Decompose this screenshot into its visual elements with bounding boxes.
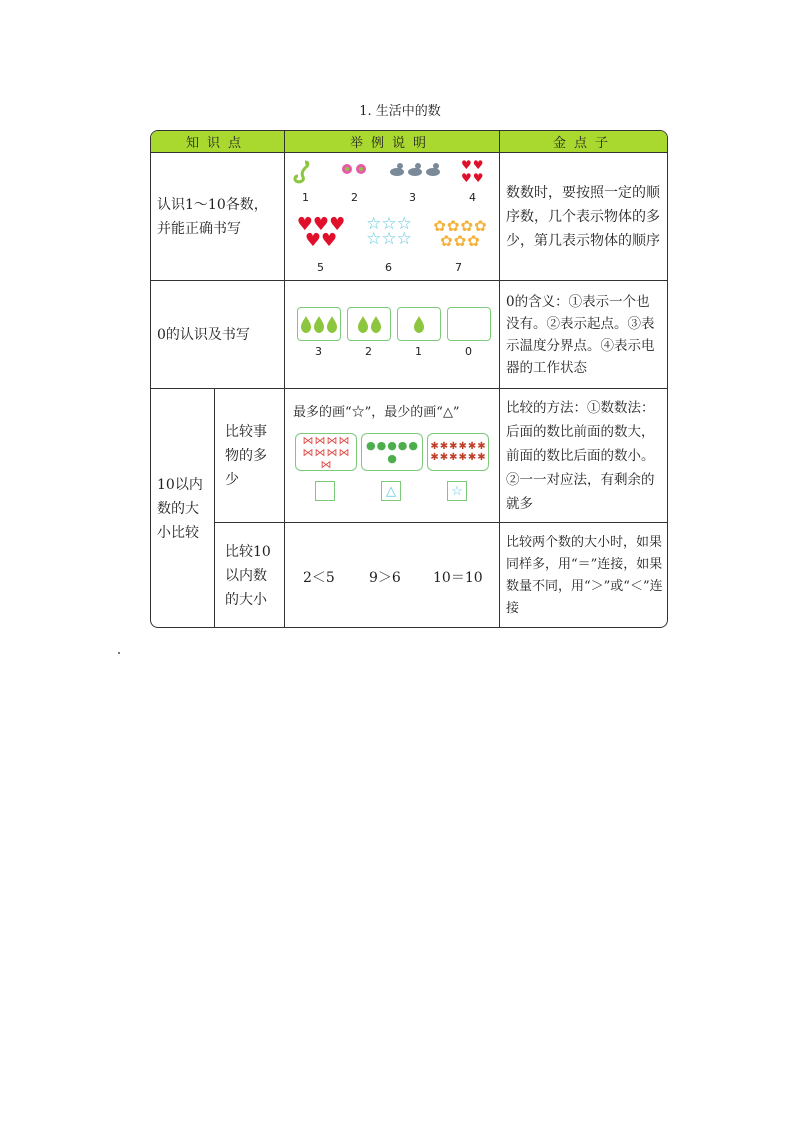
compare-example: 10＝10	[433, 570, 483, 586]
pear-icon	[313, 314, 325, 334]
butterfly-box	[295, 433, 357, 471]
heart-icon: ♥	[472, 171, 484, 185]
star-icon: ☆	[366, 214, 382, 234]
orange-flower-icon: ✿	[467, 232, 480, 250]
heart-group-4	[461, 159, 487, 184]
count-label: 6	[385, 261, 392, 274]
page-title: 1. 生活中的数	[359, 104, 441, 119]
row2-example	[285, 281, 500, 389]
heart-icon: ♥	[304, 230, 321, 251]
count-label: 5	[317, 261, 324, 274]
heart-icon: ♥	[296, 214, 313, 235]
row3b-tip: 比较两个数的大小时，如果同样多，用“＝”连接，如果数量不同，用“＞”或“＜”连接	[506, 535, 663, 616]
count-label: 7	[455, 261, 462, 274]
star-icon: ☆	[396, 214, 412, 234]
row1-topic: 认识1～10各数，并能正确书写	[151, 153, 285, 281]
orange-flower-icon: ✿	[453, 232, 467, 250]
duck-icon	[407, 161, 423, 177]
crab-icon: ✱	[439, 451, 449, 463]
stray-dot	[118, 652, 120, 654]
orange-flower-icon: ✿	[460, 217, 474, 235]
row1-tip: 数数时，要按照一定的顺序数，几个表示物体的多少，第几表示物体的顺序	[500, 153, 668, 281]
heart-icon: ♥	[461, 158, 472, 172]
orange-flower-icon: ✿	[474, 217, 487, 235]
crab-icon: ✱	[477, 451, 486, 463]
heart-icon: ♥	[461, 171, 472, 185]
heart-icon: ♥	[312, 214, 330, 235]
car-icon: ●	[408, 438, 419, 452]
butterfly-icon: ⋈	[326, 433, 338, 447]
car-icon: ●	[365, 438, 376, 452]
pear-icon	[326, 314, 338, 334]
crab-icon: ✱	[449, 440, 458, 452]
crab-icon: ✱	[458, 440, 467, 452]
crab-box	[427, 433, 489, 471]
butterfly-icon: ⋈	[320, 457, 332, 471]
pear-icon	[370, 314, 382, 334]
orange-flower-group-7	[429, 219, 491, 248]
butterfly-icon: ⋈	[326, 445, 338, 459]
compare-example: 9＞6	[369, 570, 401, 586]
row3a-topic: 比较事物的多少	[215, 389, 285, 523]
knowledge-table	[150, 130, 668, 628]
swan-icon	[293, 159, 311, 185]
crab-icon: ✱	[477, 440, 486, 452]
header-example: 举例说明	[285, 131, 500, 153]
answer-box-triangle: △	[381, 481, 401, 501]
star-icon: ☆	[366, 229, 382, 249]
heart-icon: ♥	[329, 214, 346, 235]
car-icon: ●	[376, 438, 387, 452]
row3a-tip: 比较的方法：①数数法：后面的数比前面的数大，前面的数比后面的数小。②一一对应法，有剩余的就多	[500, 389, 668, 523]
heart-group-5	[293, 214, 349, 251]
duck-group	[389, 161, 441, 177]
orange-flower-icon: ✿	[446, 217, 460, 235]
duck-icon	[389, 161, 405, 177]
orange-flower-icon: ✿	[440, 232, 453, 250]
count-label: 1	[302, 191, 309, 204]
answer-box-star: ☆	[447, 481, 467, 501]
butterfly-icon: ⋈	[302, 433, 314, 447]
crab-icon: ✱	[467, 440, 477, 452]
star-icon: ☆	[381, 229, 397, 249]
compare-instruction: 最多的画“☆”，最少的画“△”	[293, 405, 460, 420]
count-label: 3	[409, 191, 416, 204]
count-label: 4	[469, 191, 476, 204]
pear-box-2	[347, 307, 391, 341]
butterfly-icon: ⋈	[338, 445, 350, 459]
butterfly-icon: ⋈	[314, 433, 326, 447]
heart-icon: ♥	[321, 230, 338, 251]
row2-tip: 0的含义：①表示一个也没有。②表示起点。③表示温度分界点。④表示电器的工作状态	[500, 281, 668, 389]
heart-icon: ♥	[472, 158, 484, 172]
pear-icon	[357, 314, 369, 334]
crab-icon: ✱	[430, 440, 439, 452]
car-icon: ●	[387, 438, 397, 452]
compare-example: 2＜5	[303, 570, 335, 586]
flower-group	[341, 163, 367, 175]
answer-box-empty	[315, 481, 335, 501]
header-topic: 知识点	[151, 131, 285, 153]
butterfly-icon: ⋈	[302, 445, 314, 459]
crab-icon: ✱	[430, 451, 439, 463]
count-label: 3	[315, 345, 322, 358]
car-box	[361, 433, 423, 471]
orange-flower-icon: ✿	[433, 217, 446, 235]
pear-box-1	[397, 307, 441, 341]
row1-example	[285, 153, 500, 281]
crab-icon: ✱	[449, 451, 458, 463]
row2-topic: 0的认识及书写	[151, 281, 285, 389]
count-label: 2	[365, 345, 372, 358]
pear-box-3	[297, 307, 341, 341]
count-label: 0	[465, 345, 472, 358]
star-group-6	[361, 214, 417, 249]
butterfly-icon: ⋈	[338, 433, 350, 447]
row3b-topic: 比较10以内数的大小	[215, 523, 285, 628]
row3-topic: 10以内数的大小比较	[151, 389, 215, 628]
row3b-example	[285, 523, 500, 628]
pear-icon	[300, 314, 312, 334]
flower-icon	[355, 163, 367, 175]
count-label: 1	[415, 345, 422, 358]
duck-icon	[425, 161, 441, 177]
star-icon: ☆	[381, 214, 397, 234]
crab-icon: ✱	[467, 451, 477, 463]
pear-icon	[413, 314, 425, 334]
car-icon: ●	[397, 438, 408, 452]
pear-box-0	[447, 307, 491, 341]
butterfly-icon: ⋈	[314, 445, 326, 459]
star-icon: ☆	[396, 229, 412, 249]
swan-group	[293, 159, 311, 185]
count-label: 2	[351, 191, 358, 204]
car-icon: ●	[387, 451, 397, 465]
header-tip: 金点子	[500, 131, 668, 153]
row3a-example	[285, 389, 500, 523]
flower-icon	[341, 163, 353, 175]
crab-icon: ✱	[458, 451, 467, 463]
crab-icon: ✱	[439, 440, 449, 452]
